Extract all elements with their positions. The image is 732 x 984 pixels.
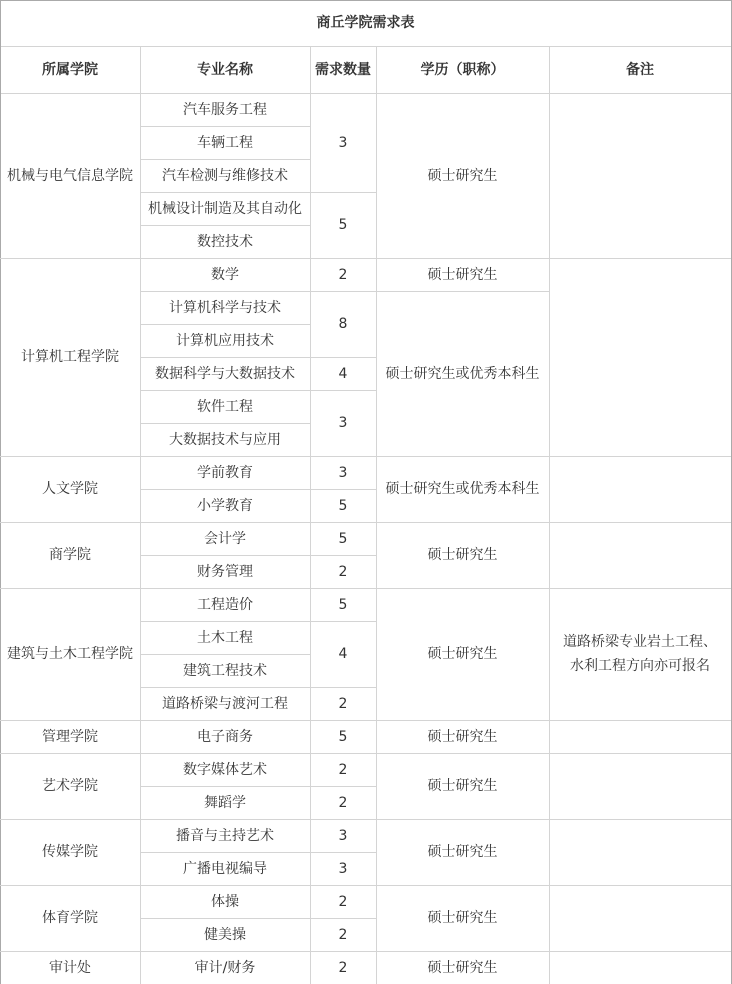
college-cell: 艺术学院	[42, 778, 98, 794]
major-cell: 工程造价	[197, 596, 253, 613]
major-cell: 舞蹈学	[204, 794, 246, 811]
degree-cell: 硕士研究生	[427, 266, 498, 283]
major-cell: 广播电视编导	[183, 860, 267, 877]
major-cell: 计算机应用技术	[176, 332, 274, 349]
note-cell	[549, 753, 731, 819]
major-cell: 土木工程	[197, 629, 253, 646]
count-cell: 2	[338, 695, 348, 712]
major-cell: 车辆工程	[197, 134, 253, 151]
degree-cell: 硕士研究生或优秀本科生	[385, 481, 540, 497]
major-cell: 汽车服务工程	[183, 101, 267, 118]
degree-cell: 硕士研究生	[427, 167, 498, 184]
count-cell: 5	[338, 596, 348, 613]
college-cell: 传媒学院	[42, 844, 98, 860]
count-cell: 4	[338, 646, 348, 662]
major-cell: 建筑工程技术	[183, 662, 267, 679]
note-cell	[549, 93, 731, 258]
degree-cell: 硕士研究生或优秀本科生	[385, 365, 540, 382]
count-cell: 3	[338, 827, 348, 844]
degree-cell: 硕士研究生	[427, 547, 498, 563]
count-cell: 5	[338, 728, 348, 745]
degree-cell: 硕士研究生	[427, 844, 498, 860]
college-cell: 建筑与土木工程学院	[7, 646, 133, 662]
major-cell: 数控技术	[197, 233, 253, 250]
count-cell: 3	[338, 134, 348, 151]
note-cell	[549, 258, 731, 456]
degree-cell: 硕士研究生	[427, 646, 498, 662]
major-cell: 财务管理	[197, 563, 253, 580]
major-cell: 汽车检测与维修技术	[162, 167, 288, 184]
count-cell: 3	[338, 464, 348, 481]
college-cell: 体育学院	[42, 910, 98, 926]
major-cell: 审计/财务	[194, 959, 256, 976]
count-cell: 4	[338, 365, 348, 382]
major-cell: 小学教育	[197, 497, 253, 514]
major-cell: 健美操	[204, 926, 246, 943]
college-cell: 商学院	[49, 547, 91, 563]
major-cell: 学前教育	[197, 464, 253, 481]
major-cell: 机械设计制造及其自动化	[148, 200, 302, 217]
header-major: 专业名称	[197, 61, 253, 78]
college-cell: 管理学院	[42, 728, 98, 745]
major-cell: 播音与主持艺术	[176, 827, 274, 844]
note-cell	[549, 819, 731, 885]
major-cell: 软件工程	[197, 398, 253, 415]
count-cell: 2	[338, 563, 348, 580]
major-cell: 电子商务	[197, 728, 253, 745]
header-college: 所属学院	[42, 61, 98, 78]
college-cell: 机械与电气信息学院	[7, 167, 133, 184]
degree-cell: 硕士研究生	[427, 910, 498, 926]
table-title: 商丘学院需求表	[316, 15, 415, 31]
major-cell: 体操	[211, 893, 239, 910]
college-cell: 人文学院	[42, 481, 98, 497]
major-cell: 道路桥梁与渡河工程	[162, 695, 288, 712]
major-cell: 大数据技术与应用	[169, 431, 281, 448]
count-cell: 5	[338, 217, 348, 233]
major-cell: 数学	[211, 266, 239, 283]
count-cell: 5	[338, 497, 348, 514]
major-cell: 会计学	[204, 530, 246, 547]
header-count: 需求数量	[315, 61, 371, 78]
major-cell: 数据科学与大数据技术	[155, 365, 295, 382]
count-cell: 3	[338, 415, 348, 431]
count-cell: 2	[338, 926, 348, 943]
college-cell: 计算机工程学院	[21, 349, 119, 365]
count-cell: 2	[338, 893, 348, 910]
note-cell	[549, 522, 731, 588]
count-cell: 2	[338, 959, 348, 976]
degree-cell: 硕士研究生	[427, 728, 498, 745]
header-note: 备注	[626, 61, 654, 78]
count-cell: 8	[338, 316, 348, 332]
major-cell: 数字媒体艺术	[183, 761, 267, 778]
count-cell: 3	[338, 860, 348, 877]
note-cell	[549, 885, 731, 951]
note-cell: 道路桥梁专业岩土工程、水利工程方向亦可报名	[563, 634, 717, 674]
note-cell	[549, 456, 731, 522]
major-cell: 计算机科学与技术	[169, 299, 281, 316]
degree-cell: 硕士研究生	[427, 778, 498, 794]
count-cell: 5	[338, 530, 348, 547]
count-cell: 2	[338, 761, 348, 778]
note-cell	[549, 720, 731, 753]
count-cell: 2	[338, 794, 348, 811]
degree-cell: 硕士研究生	[427, 959, 498, 976]
college-cell: 审计处	[49, 959, 91, 976]
header-degree: 学历（职称）	[420, 61, 505, 78]
count-cell: 2	[338, 266, 348, 283]
note-cell	[549, 951, 731, 984]
